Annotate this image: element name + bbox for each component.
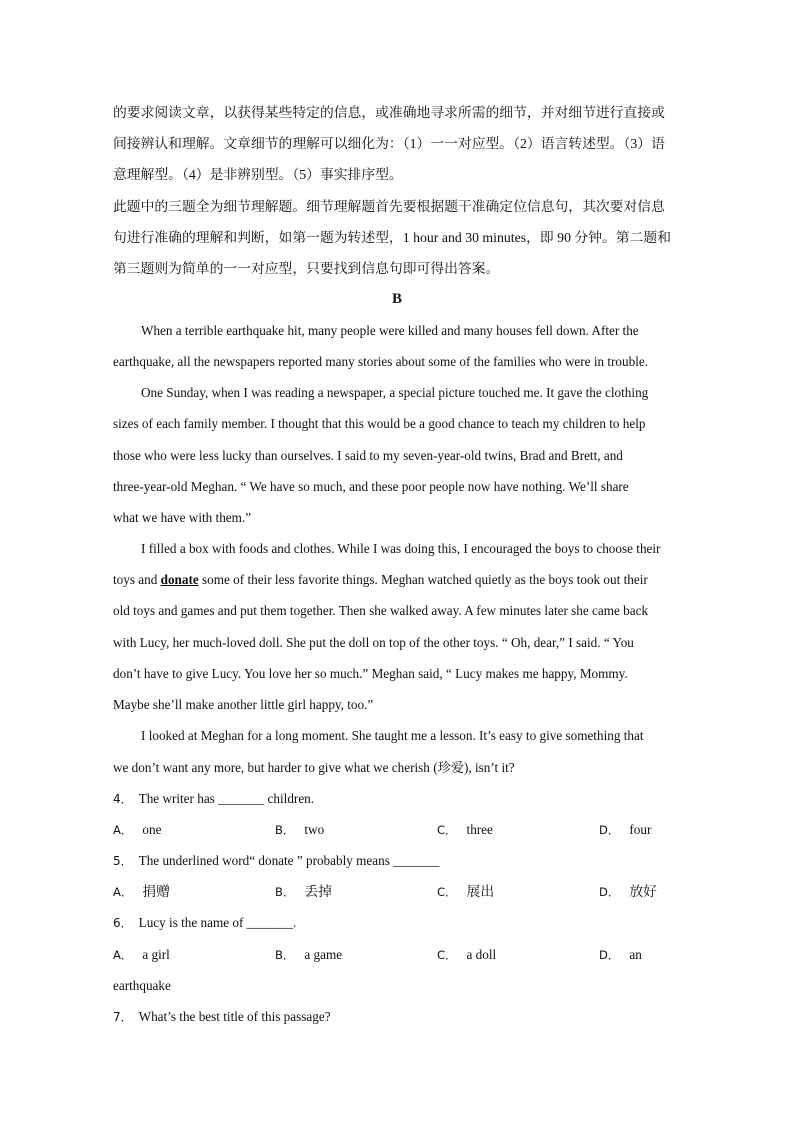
q4-option-b[interactable]: B． two — [275, 822, 325, 837]
question-number: 5． — [113, 854, 133, 868]
q5-option-c[interactable]: C． 展出 — [437, 884, 495, 899]
question-text: What’s the best title of this passage? — [138, 1009, 331, 1024]
passage-p1-line-1: When a terrible earthquake hit, many people were killed and many houses fell down. After the — [141, 323, 639, 338]
question-6 — [113, 914, 296, 932]
passage-p2-line-1: One Sunday, when I was reading a newspaper, a special picture touched me. It gave the clothing — [141, 385, 649, 400]
intro-line-6: 第三题则为简单的一一对应型，只要找到信息句即可得出答案。 — [113, 261, 500, 276]
q4-option-a[interactable]: A． one — [113, 822, 162, 837]
section-title: B — [391, 291, 402, 307]
q5-option-a[interactable]: A． 捐赠 — [113, 884, 170, 899]
question-number: 4． — [113, 792, 133, 806]
q6-option-c[interactable]: C． a doll — [437, 947, 497, 962]
q4-option-d[interactable]: D． four — [599, 822, 652, 837]
passage-p3-line-4: with Lucy, her much-loved doll. She put the doll on top of the other toys. “ Oh, dear,” I said. “ You — [113, 635, 634, 650]
passage-p2-line-5: what we have with them.” — [113, 510, 252, 525]
question-5 — [113, 852, 439, 870]
q6-option-d[interactable]: D． an — [599, 947, 642, 962]
passage-p4-line-1: I looked at Meghan for a long moment. She taught me a lesson. It’s easy to give something that — [141, 728, 644, 743]
q6-option-b[interactable]: B． a game — [275, 947, 343, 962]
passage-p3-line-5: don’t have to give Lucy. You love her so much.” Meghan said, “ Lucy makes me happy, Mommy. — [113, 666, 628, 681]
question-7 — [113, 1008, 331, 1026]
q5-option-b[interactable]: B． 丢掉 — [275, 884, 332, 899]
question-number: 6． — [113, 916, 133, 930]
underlined-word-donate: donate — [160, 572, 199, 587]
q6-option-d-overflow: earthquake — [113, 978, 171, 993]
passage-p3-line-2-pre: toys and — [113, 572, 161, 587]
question-number: 7． — [113, 1010, 133, 1024]
passage-p1-line-2: earthquake, all the newspapers reported many stories about some of the families who were in trouble. — [113, 354, 649, 369]
intro-line-4: 此题中的三题全为细节理解题。细节理解题首先要根据题干准确定位信息句，其次要对信息 — [113, 199, 665, 214]
q6-option-a[interactable]: A． a girl — [113, 947, 170, 962]
passage-p3-line-6: Maybe she’ll make another little girl happy, too.” — [113, 697, 374, 712]
intro-line-1: 的要求阅读文章，以获得某些特定的信息，或准确地寻求所需的细节，并对细节进行直接或 — [113, 105, 665, 120]
passage-p2-line-2: sizes of each family member. I thought that this would be a good chance to teach my children to help — [113, 416, 646, 431]
q5-option-d[interactable]: D． 放好 — [599, 884, 657, 899]
passage-p3-line-1: I filled a box with foods and clothes. While I was doing this, I encouraged the boys to choose their — [141, 541, 661, 556]
question-text: The underlined word“ donate ” probably means _______ — [138, 853, 440, 868]
question-text: The writer has _______ children. — [138, 791, 315, 806]
passage-p3-line-3: old toys and games and put them together. Then she walked away. A few minutes later she came back — [113, 603, 649, 618]
question-4 — [113, 790, 314, 808]
intro-line-3: 意理解型。（4）是非辨别型。（5）事实排序型。 — [113, 167, 403, 182]
passage-p2-line-4: three-year-old Meghan. “ We have so much, and these poor people now have nothing. We’ll share — [113, 479, 629, 494]
passage-p4-line-2: we don’t want any more, but harder to give what we cherish (珍爱), isn’t it? — [113, 760, 515, 775]
q4-option-c[interactable]: C． three — [437, 822, 493, 837]
question-text: Lucy is the name of _______. — [138, 915, 297, 930]
passage-p3-line-2 — [113, 571, 648, 589]
intro-line-5: 句进行准确的理解和判断，如第一题为转述型，1 hour and 30 minutes，即 90 分钟。第二题和 — [113, 230, 671, 245]
passage-p2-line-3: those who were less lucky than ourselves. I said to my seven-year-old twins, Brad and Brett, and — [113, 448, 623, 463]
passage-p3-line-2-post: some of their less favorite things. Meghan watched quietly as the boys took out their — [198, 572, 648, 587]
intro-line-2: 间接辨认和理解。文章细节的理解可以细化为：（1）一一对应型。（2）语言转述型。（3）语 — [113, 136, 665, 151]
